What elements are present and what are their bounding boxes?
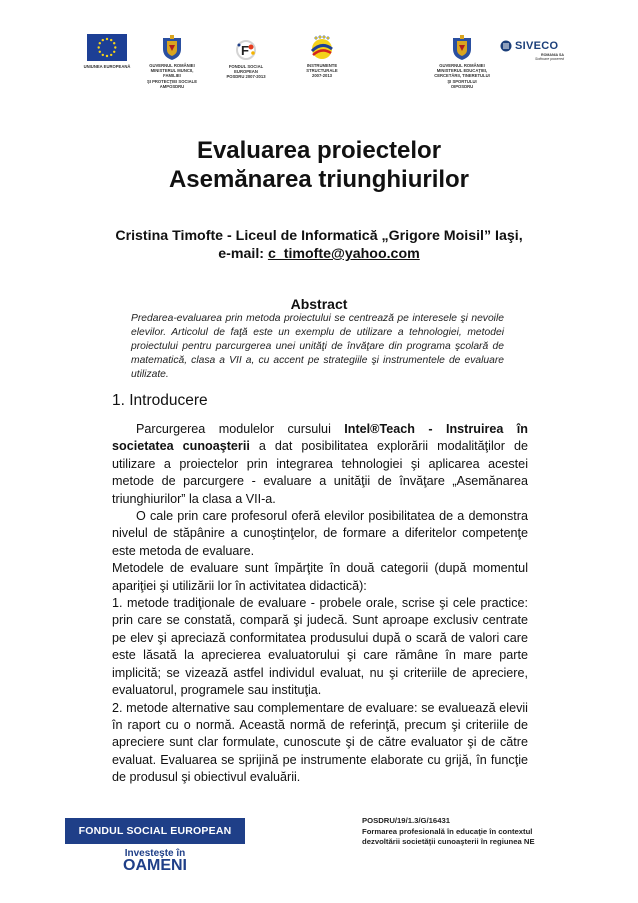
gov1-caption: GUVERNUL ROMÂNIEI MINISTERUL MUNCII, FAMILIEI ŞI PROTECŢIEI SOCIALE AMPOSDRU [146, 63, 198, 89]
body-text [112, 421, 528, 787]
paragraph-3: Metodele de evaluare sunt împărţite în două categorii (după momentul apariţiei şi utilizării lor în activitatea didactică): [112, 561, 528, 593]
project-line-2: dezvoltării societăţii cunoaşterii în regiunea NE [362, 837, 535, 847]
fse-caption: FONDUL SOCIAL EUROPEAN POSDRU 2007-2013 [226, 64, 266, 80]
siveco-mark-icon [500, 40, 512, 52]
paragraph-2: O cale prin care profesorul oferă elevilor posibilitatea de a demonstra nivelul de stăpânire a cunoştinţelor, de formare a diferitelor competenţe este metoda de evaluare. [112, 509, 528, 558]
project-info [362, 816, 582, 848]
government-logo-education [430, 34, 494, 89]
romania-coat-of-arms-icon [161, 34, 183, 61]
p1-text-a: Parcurgerea modulelor cursului [136, 422, 345, 436]
romania-coat-of-arms-icon [451, 34, 473, 61]
page-subtitle: Asemănarea triunghiurilor [168, 166, 470, 193]
siveco-logo [500, 40, 564, 61]
invest-label: Investeşte în [124, 848, 186, 859]
email-link[interactable]: c_timofte@yahoo.com [267, 246, 420, 262]
paragraph-1 [112, 421, 528, 508]
svg-text:F: F [241, 43, 249, 58]
project-line-1: Formarea profesională în educaţie în contextul [362, 826, 533, 836]
eu-caption: UNIUNEA EUROPEANĂ [83, 64, 131, 69]
siveco-tagline: Software powered [535, 57, 564, 61]
eu-flag-icon [87, 34, 127, 61]
government-logo-labour [142, 34, 202, 89]
paragraph-5: 2. metode alternative sau complementare de evaluare: se evaluează elevii în raport cu o normă. Această normă de referinţă, precum şi criteriile de apreciere sunt clar formulate, cunoscute şi de către evaluator şi de către evaluat. Evaluarea se sprijină pe instrumente elaborate cu grijă, în funcţie de produsul şi obiectivul evaluării. [112, 700, 528, 785]
author-line: Cristina Timofte - Liceul de Informatică „Grigore Moisil” Iaşi, [115, 228, 523, 244]
p1-text-b: a dat posibilitatea explorării modalităţilor de utilizare a proiectelor prin integrarea tehnologiei şi aplicarea acestei metode de parcurgere - evaluare a unităţii de învăţare „Asemănarea triunghiurilor” la clasa a VII-a. [112, 439, 529, 506]
paragraph-4: 1. metode tradiţionale de evaluare - probele orale, scrise şi cele practice: prin care se constată, compară şi judecă. Sunt aproape exclusiv centrate pe elev şi apreciază conformitatea produsului după o scară de valori care este lăsată la aprecierea evaluatorului şi care rămâne în mare parte implicită; se vizează astfel individul evaluat, nu şi criteriile de apreciere, evaluatorul, programele sau instituţia. [112, 596, 528, 698]
abstract-text: Predarea-evaluarea prin metoda proiectului se centrează pe interesele şi nevoile elevilor. Articolul de faţă este un exemplu de utilizare a tehnologiei, metodei proiectului pentru parcurgerea unei unităţi de învăţare din programa şcolară de matematică, clasa a VII a, cu accent pe strategiile şi instrumentele de evaluare utilizate. [131, 313, 504, 381]
fse-footer-banner: FONDUL SOCIAL EUROPEAN [65, 818, 245, 844]
ist-caption: INSTRUMENTE STRUCTURALE 2007-2013 [306, 63, 338, 79]
email-prefix: e-mail: [218, 246, 268, 262]
structural-instruments-logo [298, 35, 346, 79]
abstract-heading: Abstract [290, 296, 348, 312]
gov2-caption: GUVERNUL ROMÂNIEI MINISTERUL EDUCAŢIEI, CERCETĂRII, TINERETULUI ŞI SPORTULUI OIPOSDRU [434, 63, 490, 89]
section-heading-introduction: 1. Introducere [112, 392, 208, 409]
project-code: POSDRU/19/1.3/G/16431 [362, 816, 451, 825]
p1-course-name: Intel®Teach - Instruirea în societatea cunoaşterii [112, 422, 528, 454]
eu-logo [78, 34, 136, 69]
structural-instruments-emblem-icon [307, 35, 337, 61]
siveco-sub: ROMANIA SA [540, 53, 564, 57]
fse-emblem-icon [232, 38, 260, 62]
fse-logo [218, 38, 274, 80]
email-line [0, 245, 638, 263]
page-title: Evaluarea proiectelor [196, 137, 442, 164]
siveco-name: SIVECO [515, 40, 559, 52]
oameni-label: OAMENI [123, 857, 187, 874]
